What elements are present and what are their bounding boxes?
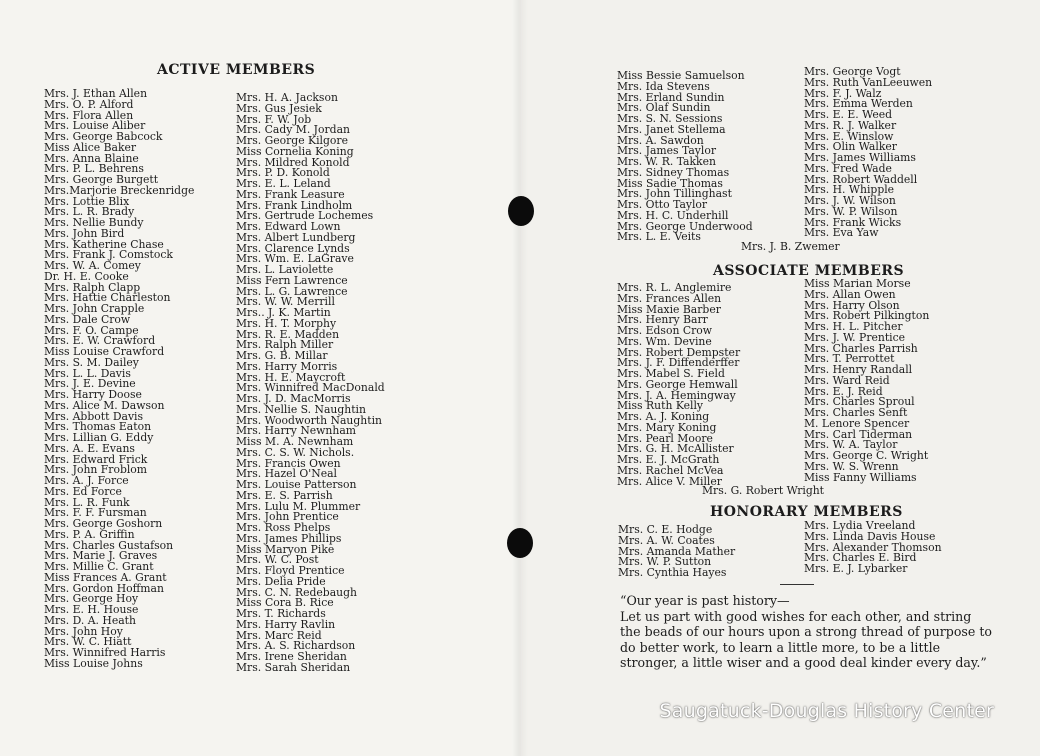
honorary-members-column-1 [618,525,735,579]
member-name: Mrs. D. A. Heath [44,613,136,627]
member-name: Mrs. Ed Force [44,484,122,498]
member-name: Miss Maryon Pike [236,542,335,556]
member-name: Mrs. C. N. Redebaugh [236,585,357,599]
member-name: Mrs. George Burgett [44,173,159,186]
member-name: Mrs. Nellie S. Naughtin [236,402,366,416]
active-members-heading: ACTIVE MEMBERS [157,62,316,78]
member-name: Mrs. Charles Sproul [804,395,915,409]
member-name: Mrs. A. W. Coates [618,533,715,547]
active-members-column-3 [617,71,753,243]
member-name: Mrs. W. W. Merrill [236,295,335,309]
member-name: Mrs. Ralph Clapp [44,280,141,294]
member-name: Mrs. H. L. Pitcher [804,320,903,333]
member-name: Mrs. Marie J. Graves [44,549,158,563]
member-name: Mrs. L. Laviolette [236,263,334,276]
member-name: Mrs. Frank Wicks [804,215,902,229]
member-name: Mrs. H. A. Jackson [236,91,338,104]
member-name: Mrs. Mary Koning [617,420,717,434]
member-name: Mrs. Lulu M. Plummer [236,499,361,513]
member-name: Mrs. Frank Leasure [236,187,345,201]
member-name: Mrs. W. A. Taylor [804,438,898,452]
member-name: Mrs. Lydia Vreeland [804,519,916,532]
member-name: Mrs. Sarah Sheridan [236,660,351,674]
member-name: Miss Sadie Thomas [617,176,723,190]
member-name: Mrs. J. F. Diffenderffer [617,356,740,370]
member-name: Mrs. H. T. Morphy [236,316,337,330]
member-name: Mrs. Clarence Lynds [236,241,350,255]
member-name: Mrs. F. J. Walz [804,86,882,100]
member-name: Mrs. Carl Tiderman [804,427,913,441]
member-name: Mrs. Henry Randall [804,363,913,376]
member-name: Mrs. J. D. MacMorris [236,392,351,405]
member-name: Mrs. P. A. Griffin [44,527,135,541]
member-name: Mrs. T. Perrottet [804,352,895,366]
member-name: Mrs. A. S. Richardson [236,639,356,653]
member-name: Mrs. F. O. Campe [44,323,139,337]
member-name: Mrs. Eva Yaw [804,226,879,240]
member-name: Mrs. James Williams [804,151,916,164]
member-name: Mrs. John Hoy [44,624,123,638]
member-name: Mrs. Delia Pride [236,574,326,588]
member-name: Mrs. A. J. Koning [617,410,710,423]
member-name: Mrs. Gus Jesiek [236,101,322,115]
member-name: Mrs. Harry Newnham [236,424,356,438]
member-name: Mrs. E. J. McGrath [617,453,720,466]
member-name: Mrs. J. E. Devine [44,377,136,391]
associate-members-column-2 [804,279,929,483]
member-name: Mrs. A. J. Force [44,474,129,487]
member-name: Miss M. A. Newnham [236,435,354,448]
member-name: Mrs. George Hemwall [617,377,738,391]
member-name: Mrs. H. E. Maycroft [236,370,346,384]
member-name: Mrs. E. W. Crawford [44,334,156,348]
member-name: Mrs. Alexander Thomson [804,540,942,554]
member-name: Miss Marian Morse [804,277,911,290]
member-name: Mrs. H. C. Underhill [617,208,729,222]
member-name: Mrs. John Tillinghast [617,187,732,201]
member-name: Mrs. Ross Phelps [236,521,331,534]
binding-hole-bottom [507,528,533,558]
member-name: Mrs. J. Ethan Allen [44,87,148,100]
member-name: Mrs. E. S. Parrish [236,488,333,502]
member-name: Mrs. Janet Stellema [617,122,726,136]
member-name: Mrs. Lottie Blix [44,194,130,208]
member-name: Mrs. Charles Senft [804,406,908,419]
member-name: Mrs. Otto Taylor [617,198,708,211]
member-name: Mrs. G. B. Millar [236,349,328,362]
member-name: Mrs. Alice M. Dawson [44,398,165,412]
member-name: Mrs. P. L. Behrens [44,162,144,176]
member-name: Mrs. George Goshorn [44,517,163,530]
member-name: Mrs. Cynthia Hayes [618,566,727,579]
member-name: Mrs. Winnifred Harris [44,646,166,659]
member-name: Mrs. E. H. House [44,603,139,616]
member-name: Mrs. Harry Doose [44,388,142,401]
member-name: Mrs. Harry Morris [236,359,338,373]
member-name: Mrs. Anna Blaine [44,151,139,165]
member-name: Mrs. L. G. Lawrence [236,284,348,298]
member-name: Mrs. Edward Frick [44,452,148,466]
member-name: Mrs. Ralph Miller [236,338,334,352]
member-name: Mrs. W. C. Post [236,553,319,567]
associate-members-heading: ASSOCIATE MEMBERS [713,263,905,279]
member-name: Mrs. J. W. Wilson [804,194,896,207]
member-name: Mrs. Charles Parrish [804,341,918,355]
member-name: Mrs. C. E. Hodge [618,523,713,536]
member-name: M. Lenore Spencer [804,416,910,430]
member-name: Miss Bessie Samuelson [617,69,745,82]
binding-hole-top [508,196,534,226]
member-name: Miss Ruth Kelly [617,399,704,413]
member-name: Mrs. E. E. Weed [804,108,893,121]
member-name: Mrs. Albert Lundberg [236,230,356,244]
member-name: Mrs. E. J. Lybarker [804,562,908,575]
section-divider [780,584,814,585]
member-name: Mrs. Mabel S. Field [617,367,725,380]
member-name: Mrs. W. A. Comey [44,259,141,272]
member-name: Mrs. Hazel O'Neal [236,467,337,481]
member-name: Mrs. Henry Barr [617,313,708,327]
member-name: Mrs. Ward Reid [804,373,890,387]
member-name: Mrs. R. J. Walker [804,118,897,132]
member-name: Mrs. Charles E. Bird [804,551,917,565]
member-name: Miss Louise Crawford [44,345,165,358]
associate-members-last-entry: Mrs. G. Robert Wright [702,484,825,497]
member-name: Mrs. L. E. Veits [617,230,701,244]
member-name: Mrs. S. M. Dailey [44,355,139,369]
quote-line-1: “Our year is past history— [620,593,790,608]
member-name: Mrs. W. P. Wilson [804,204,898,218]
member-name: Miss Cora B. Rice [236,596,334,610]
member-name: Mrs. Katherine Chase [44,237,164,251]
member-name: Mrs. Harry Ravlin [236,617,336,631]
member-name: Mrs. Rachel McVea [617,463,724,477]
member-name: Mrs. W. P. Sutton [618,555,712,569]
member-name: Miss Fanny Williams [804,470,917,484]
member-name: Mrs. Winnifred MacDonald [236,381,385,395]
member-name: Mrs. Flora Allen [44,108,134,122]
member-name: Miss Louise Johns [44,656,143,670]
member-name: Dr. H. E. Cooke [44,269,129,283]
member-name: Mrs. George Underwood [617,219,753,233]
member-name: Mrs. Olaf Sundin [617,101,711,115]
member-name: Mrs. Louise Patterson [236,478,357,491]
member-name: Mrs. Charles Gustafson [44,538,174,552]
member-name: Mrs. Robert Pilkington [804,309,930,323]
member-name: Mrs. George Babcock [44,130,163,143]
member-name: Mrs. Wm. Devine [617,334,712,348]
member-name: Mrs. E. J. Reid [804,384,883,398]
member-name: Mrs. Louise Aliber [44,119,146,133]
member-name: Mrs. Millie C. Grant [44,560,154,573]
honorary-members-column-2 [804,521,942,575]
member-name: Mrs. John Froblom [44,463,148,477]
member-name: Mrs. Cady M. Jordan [236,123,350,137]
member-name: Miss Cornelia Koning [236,144,354,158]
member-name: Mrs. Linda Davis House [804,529,936,543]
member-name: Mrs. Harry Olson [804,298,900,312]
member-name: Mrs. Thomas Eaton [44,420,152,434]
member-name: Mrs. A. E. Evans [44,441,135,455]
watermark-text: Saugatuck-Douglas History Center [659,700,994,722]
member-name: Mrs. E. L. Leland [236,177,331,190]
member-name: Mrs. E. Winslow [804,129,894,143]
member-name: Mrs. S. N. Sessions [617,112,723,125]
closing-quote [620,593,992,671]
member-name: Mrs.. J. K. Martin [236,306,331,319]
member-name: Mrs. J. W. Prentice [804,330,906,344]
member-name: Mrs. L. R. Brady [44,205,135,219]
member-name: Mrs. John Bird [44,226,125,240]
member-name: Mrs. Dale Crow [44,312,131,326]
active-members-column-1 [44,89,194,670]
member-name: Mrs. Abbott Davis [44,409,144,423]
member-name: Mrs. L. L. Davis [44,366,131,380]
member-name: Mrs. W. R. Takken [617,155,716,168]
member-name: Mrs. Edson Crow [617,324,713,337]
member-name: Mrs. James Taylor [617,144,717,158]
member-name: Mrs. J. A. Hemingway [617,388,736,402]
member-name: Mrs. George C. Wright [804,449,929,462]
member-name: Mrs. Frances Allen [617,291,722,305]
member-name: Mrs. H. Whipple [804,183,895,197]
member-name: Mrs. Erland Sundin [617,90,725,104]
member-name: Mrs. Nellie Bundy [44,216,144,229]
member-name: Miss Fern Lawrence [236,273,348,287]
member-name: Mrs.Marjorie Breckenridge [44,183,195,197]
member-name: Mrs. Gordon Hoffman [44,581,164,595]
member-name: Mrs. George Vogt [804,65,901,78]
member-name: Mrs. Francis Owen [236,456,341,470]
member-name: Miss Frances A. Grant [44,570,167,584]
member-name: Mrs. O. P. Alford [44,97,134,111]
member-name: Mrs. Ida Stevens [617,79,710,93]
member-name: Mrs. Pearl Moore [617,431,713,445]
member-name: Mrs. Robert Dempster [617,345,741,359]
member-name: Miss Maxie Barber [617,302,721,316]
member-name: Mrs. Frank J. Comstock [44,248,173,262]
member-name: Mrs. Lillian G. Eddy [44,431,154,444]
member-name: Mrs. Woodworth Naughtin [236,413,382,427]
member-name: Mrs. George Hoy [44,592,139,606]
member-name: Mrs. A. Sawdon [617,133,704,147]
member-name: Mrs. Edward Lown [236,220,341,233]
member-name: Mrs. C. S. W. Nichols. [236,445,355,459]
member-name: Mrs. Robert Waddell [804,172,918,186]
active-members-column-2 [236,93,385,674]
member-name: Mrs. Alice V. Miller [617,474,722,488]
member-name: Mrs. R. L. Anglemire [617,281,732,294]
member-name: Mrs. R. E. Madden [236,327,340,341]
member-name: Mrs. P. D. Konold [236,166,330,180]
quote-body: Let us part with good wishes for each other, and string the beads of our hours upon a strong thread of purpose to do better work, to learn a little more, to be a little stronger, a little wiser and a good deal kinder every day.” [620,608,992,670]
member-name: Mrs. F. F. Fursman [44,506,147,520]
member-name: Mrs. W. S. Wrenn [804,459,899,473]
member-name: Mrs. T. Richards [236,607,326,620]
member-name: Mrs. Mildred Konold [236,155,350,169]
page-fold [512,0,528,756]
member-name: Mrs. Hattie Charleston [44,291,171,305]
member-name: Mrs. Emma Werden [804,97,913,111]
associate-members-column-1 [617,283,740,487]
member-name: Mrs. John Crapple [44,302,145,315]
member-name: Mrs. Gertrude Lochemes [236,209,374,223]
member-name: Mrs. Amanda Mather [618,544,736,558]
member-name: Mrs. Irene Sheridan [236,650,347,663]
member-name: Mrs. James Phillips [236,531,342,545]
honorary-members-heading: HONORARY MEMBERS [710,504,903,520]
member-name: Mrs. Wm. E. LaGrave [236,252,354,266]
member-name: Mrs. W. C. Hiatt [44,635,132,649]
member-name: Miss Alice Baker [44,140,137,154]
active-members-column-4 [804,67,932,239]
member-name: Mrs. Marc Reid [236,628,322,642]
member-name: Mrs. L. R. Funk [44,495,130,509]
member-name: Mrs. Olin Walker [804,140,897,154]
member-name: Mrs. Fred Wade [804,161,892,175]
member-name: Mrs. G. H. McAllister [617,442,734,456]
member-name: Mrs. John Prentice [236,510,339,524]
member-name: Mrs. Floyd Prentice [236,564,345,577]
member-name: Mrs. Allan Owen [804,287,896,301]
active-members-last-entry: Mrs. J. B. Zwemer [741,240,840,253]
member-name: Mrs. F. W. Job [236,112,312,126]
member-name: Mrs. Sidney Thomas [617,165,730,179]
member-name: Mrs. Ruth VanLeeuwen [804,75,933,89]
member-name: Mrs. Frank Lindholm [236,198,353,212]
member-name: Mrs. George Kilgore [236,134,348,147]
